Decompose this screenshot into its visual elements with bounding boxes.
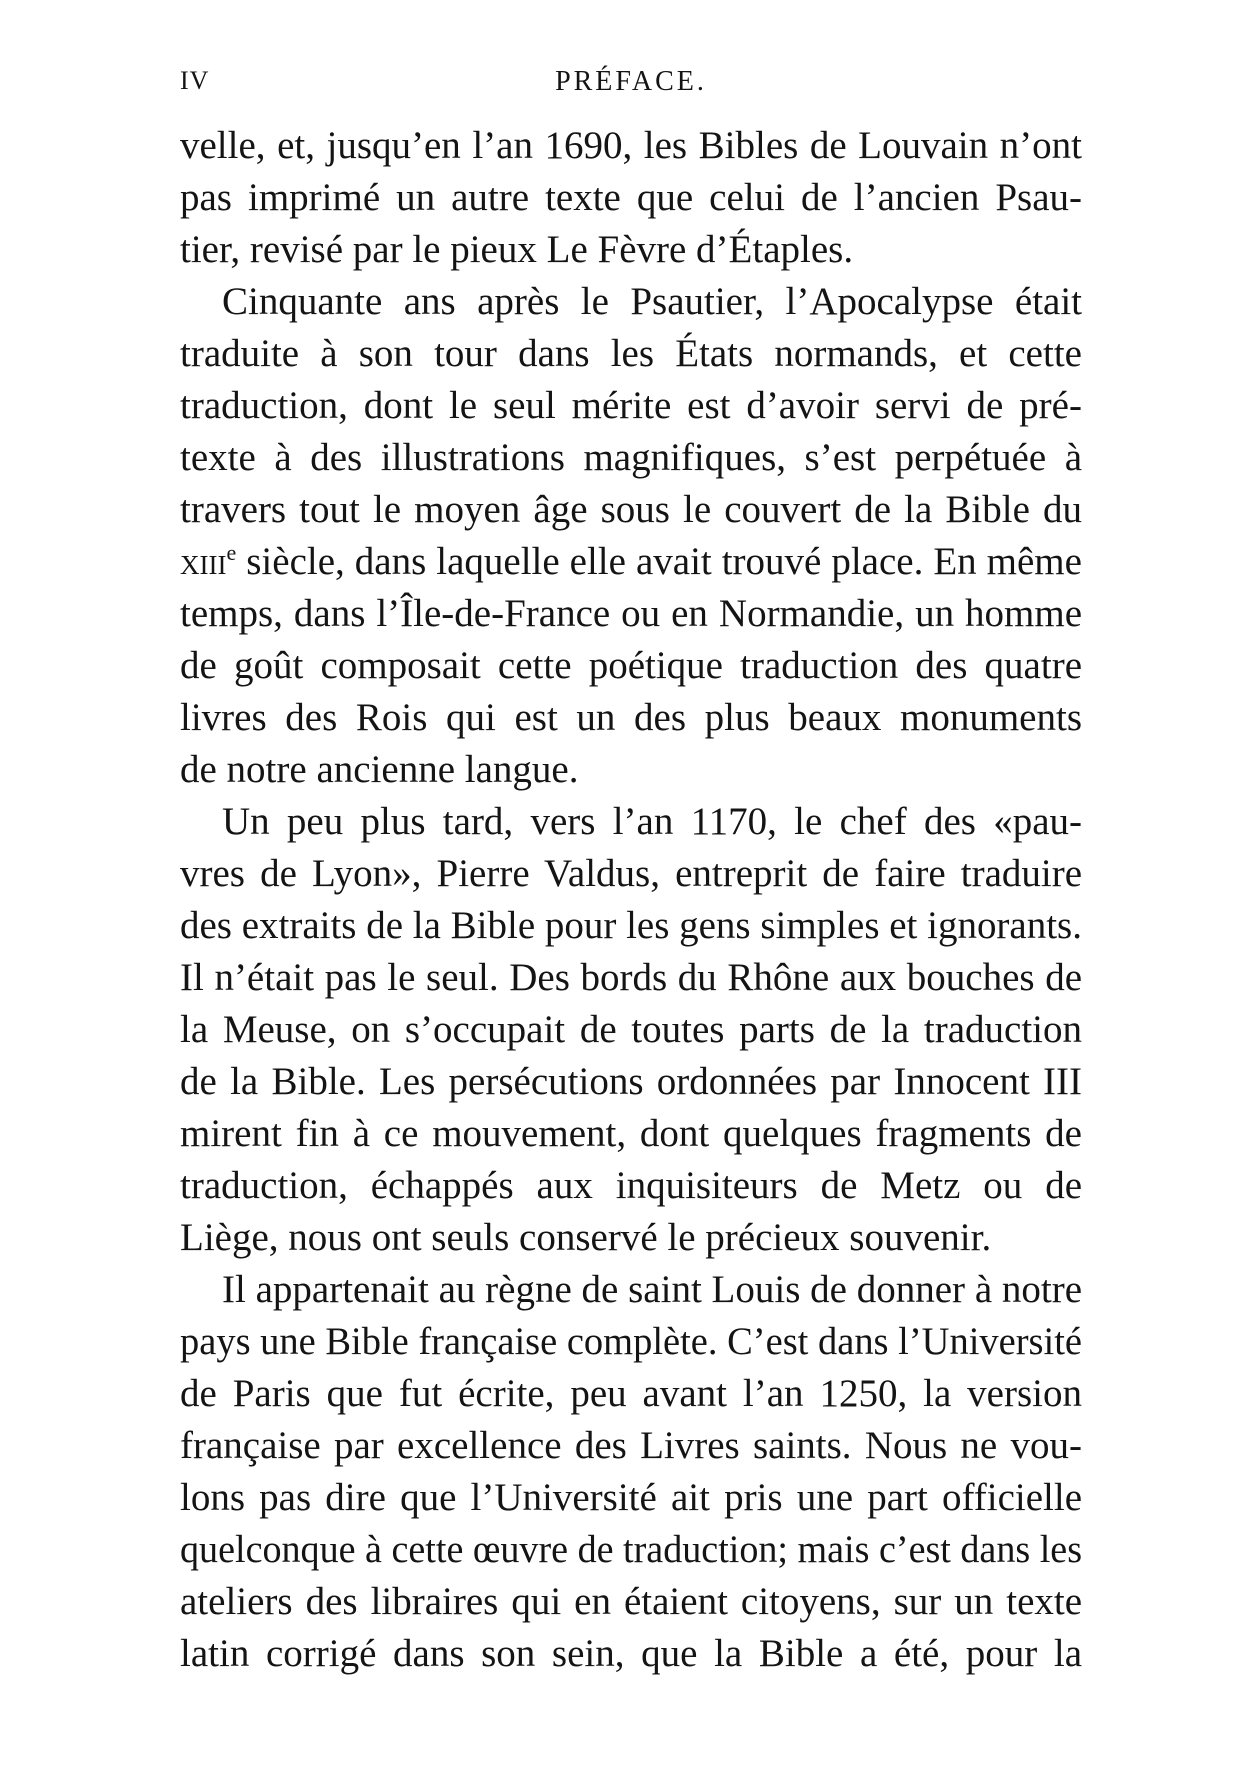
text-line: la Meuse, on s’occupait de toutes parts de la traduction: [180, 1008, 1083, 1051]
text-line: quelconque à cette œuvre de traduction; mais c’est dans les: [180, 1528, 1083, 1571]
page-number: IV: [180, 66, 210, 95]
text-line: ateliers des libraires qui en étaient citoyens, sur un texte: [180, 1580, 1083, 1623]
text-line: pas imprimé un autre texte que celui de l’ancien Psau-: [180, 176, 1083, 219]
superscript-e: e: [226, 540, 237, 565]
text-line: traduite à son tour dans les États normands, et cette: [180, 332, 1082, 375]
text-line: vres de Lyon», Pierre Valdus, entreprit de faire traduire: [180, 852, 1083, 895]
text-line: texte à des illustrations magnifiques, s’est perpétuée à: [180, 436, 1083, 479]
paragraph-first-line: Il appartenait au règne de saint Louis de donner à notre: [222, 1268, 1083, 1311]
text-line: pays une Bible française complète. C’est dans l’Université: [180, 1320, 1082, 1363]
text-line: livres des Rois qui est un des plus beaux monuments: [180, 696, 1083, 739]
text-line: traduction, dont le seul mérite est d’avoir servi de pré-: [180, 384, 1082, 427]
text-line-rest: siècle, dans laquelle elle avait trouvé place. En même: [236, 540, 1082, 583]
body-text: [180, 120, 1082, 1680]
text-line: de la Bible. Les persécutions ordonnées par Innocent III: [180, 1060, 1083, 1103]
text-line: des extraits de la Bible pour les gens simples et ignorants.: [180, 904, 1082, 947]
text-line: de Paris que fut écrite, peu avant l’an 1250, la version: [180, 1372, 1082, 1415]
text-line: traduction, échappés aux inquisiteurs de Metz ou de: [180, 1164, 1082, 1207]
text-line: velle, et, jusqu’en l’an 1690, les Bibles de Louvain n’ont: [180, 124, 1082, 167]
text-line: de goût composait cette poétique traduction des quatre: [180, 644, 1083, 687]
text-line: travers tout le moyen âge sous le couvert de la Bible du: [180, 488, 1082, 531]
paragraph-first-line: Cinquante ans après le Psautier, l’Apocalypse était: [222, 280, 1083, 323]
text-line: lons pas dire que l’Université ait pris une part officielle: [180, 1476, 1083, 1519]
text-line: Il n’était pas le seul. Des bords du Rhône aux bouches de: [180, 956, 1083, 999]
paragraph-first-line: Un peu plus tard, vers l’an 1170, le chef des «pau-: [222, 800, 1083, 843]
text-line: mirent fin à ce mouvement, dont quelques fragments de: [180, 1112, 1082, 1155]
century-numeral: xiii: [180, 540, 227, 583]
text-line: latin corrigé dans son sein, que la Bible a été, pour la: [180, 1632, 1083, 1675]
text-line: Liège, nous ont seuls conservé le précieux souvenir.: [180, 1216, 992, 1259]
text-line: de notre ancienne langue.: [180, 748, 579, 791]
running-title: PRÉFACE.: [555, 66, 707, 97]
text-line: [180, 536, 1082, 588]
text-line: française par excellence des Livres saints. Nous ne vou-: [180, 1424, 1082, 1467]
running-head: [180, 66, 1082, 106]
text-line: tier, revisé par le pieux Le Fèvre d’Étaples.: [180, 228, 854, 271]
text-line: temps, dans l’Île-de-France ou en Normandie, un homme: [180, 592, 1083, 635]
